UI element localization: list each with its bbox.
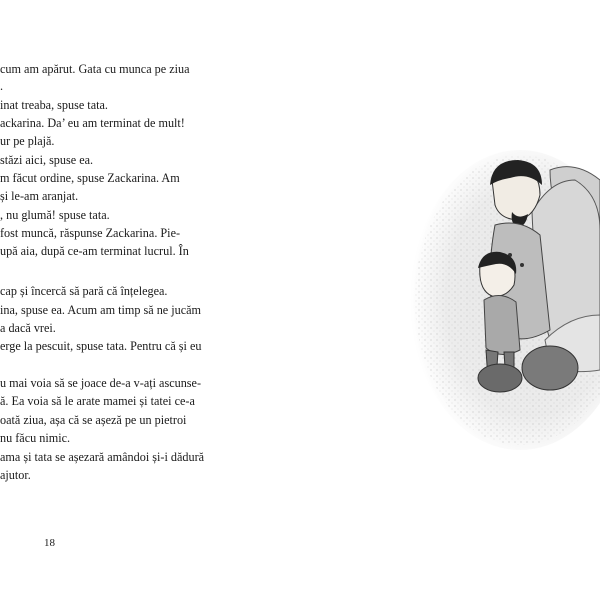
text-line: ina, spuse ea. Acum am timp să ne jucăm <box>0 303 202 317</box>
text-line: ackarina. Da’ eu am terminat de mult! <box>0 116 185 130</box>
text-line: inat treaba, spuse tata. <box>0 98 108 112</box>
text-line: a dacă vrei. <box>0 321 56 335</box>
page-number: 18 <box>44 537 55 549</box>
text-line: , nu glumă! spuse tata. <box>0 208 110 222</box>
text-line: ajutor. <box>0 468 31 482</box>
text-line: m făcut ordine, spuse Zackarina. Am <box>0 171 180 185</box>
text-line: ama și tata se așezară amândoi și-i dădură <box>0 450 205 464</box>
text-line: ă. Ea voia să le arate mamei și tatei ce-a <box>0 394 195 408</box>
text-line: u mai voia să se joace de-a v-ați ascunse- <box>0 376 202 390</box>
text-line: oată ziua, așa că se așeză pe un pietroi <box>0 413 187 427</box>
family-illustration <box>400 140 600 460</box>
text-line: . <box>0 79 4 93</box>
rock <box>522 346 578 390</box>
text-line: și le-am aranjat. <box>0 189 79 203</box>
text-line: fost muncă, răspunse Zackarina. Pie- <box>0 226 181 240</box>
text-line: cum am apărut. Gata cu munca pe ziua <box>0 62 190 76</box>
text-line: cap și încercă să pară că înțelegea. <box>0 284 168 298</box>
text-line: nu făcu nimic. <box>0 431 71 445</box>
text-line: upă aia, după ce-am terminat lucrul. În <box>0 244 189 258</box>
text-line: ur pe plajă. <box>0 134 55 148</box>
text-line: erge la pescuit, spuse tata. Pentru că și eu <box>0 339 202 353</box>
text-line: stăzi aici, spuse ea. <box>0 153 94 167</box>
rock <box>478 364 522 392</box>
